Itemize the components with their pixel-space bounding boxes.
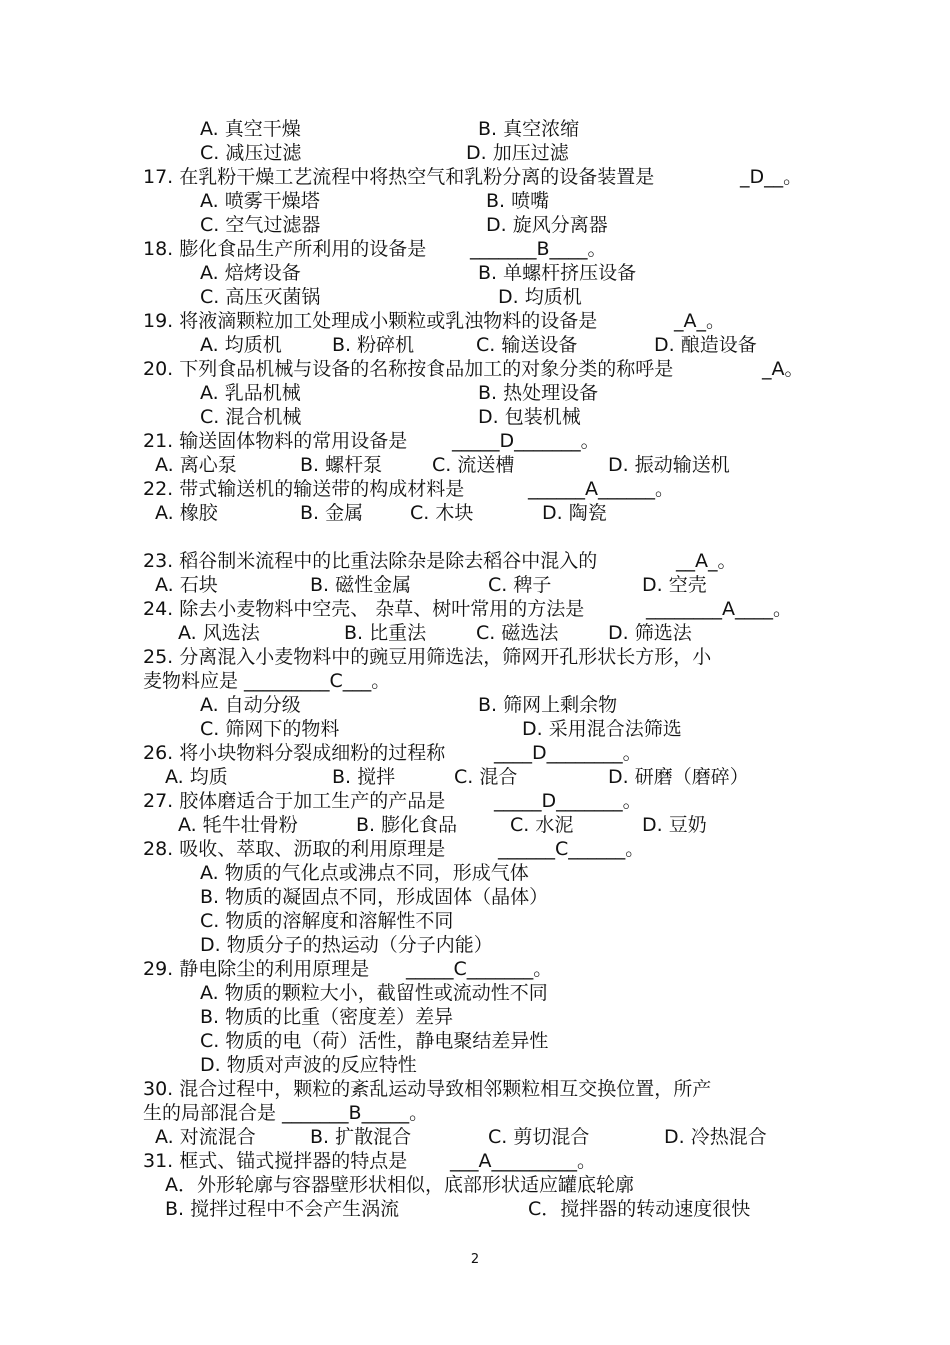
option-line: D. 豆奶 xyxy=(642,814,707,836)
option-line: A. 离心泵 xyxy=(155,454,237,476)
question-24: 24. 除去小麦物料中空壳、 杂草、树叶常用的方法是 xyxy=(143,598,585,620)
option-line: D. 冷热混合 xyxy=(664,1126,767,1148)
option-line: B. 粉碎机 xyxy=(332,334,415,356)
option-line: B. 喷嘴 xyxy=(486,190,550,212)
option-line: D. 物质对声波的反应特性 xyxy=(200,1054,417,1076)
option-line: A. 风选法 xyxy=(178,622,260,644)
option-line: A. 均质机 xyxy=(200,334,282,356)
question-19: 19. 将液滴颗粒加工处理成小颗粒或乳浊物料的设备是 xyxy=(143,310,598,332)
answer-17: _D__。 xyxy=(740,166,803,188)
question-29: 29. 静电除尘的利用原理是 xyxy=(143,958,370,980)
option-line: B. 热处理设备 xyxy=(478,382,599,404)
question-30-cont: 生的局部混合是 _______B_____。 xyxy=(143,1102,429,1124)
option-line: D. 采用混合法筛选 xyxy=(522,718,682,740)
question-22: 22. 带式输送机的输送带的构成材料是 xyxy=(143,478,465,500)
question-28: 28. 吸收、萃取、沥取的利用原理是 xyxy=(143,838,446,860)
option-line: D. 陶瓷 xyxy=(542,502,607,524)
option-line: A. 牦牛壮骨粉 xyxy=(178,814,298,836)
answer-29: _____C_______。 xyxy=(406,958,553,980)
answer-31: ___A_________。 xyxy=(450,1150,596,1172)
option-line: B. 金属 xyxy=(300,502,364,524)
option-line: B. 扩散混合 xyxy=(310,1126,412,1148)
page-number: 2 xyxy=(470,1252,480,1267)
option-line: A. 物质的颗粒大小，截留性或流动性不同 xyxy=(200,982,548,1004)
option-line: C. 物质的电（荷）活性，静电聚结差异性 xyxy=(200,1030,549,1052)
option-line: A. 对流混合 xyxy=(155,1126,256,1148)
option-line: C. 输送设备 xyxy=(476,334,578,356)
option-line: C. 稗子 xyxy=(488,574,552,596)
option-line: B. 搅拌过程中不会产生涡流 xyxy=(165,1198,400,1220)
option-line: B. 磁性金属 xyxy=(310,574,412,596)
option-line: C. 混合机械 xyxy=(200,406,302,428)
option-line: C．搅拌器的转动速度很快 xyxy=(528,1198,751,1220)
option-line: A. 橡胶 xyxy=(155,502,218,524)
option-line: C. 高压灭菌锅 xyxy=(200,286,321,308)
option-line: D. 空壳 xyxy=(642,574,707,596)
option-line: A. 石块 xyxy=(155,574,218,596)
question-23: 23. 稻谷制米流程中的比重法除杂是除去稻谷中混入的 xyxy=(143,550,598,572)
option-line: B. 膨化食品 xyxy=(356,814,458,836)
option-line: D. 物质分子的热运动（分子内能） xyxy=(200,934,493,956)
question-25: 25. 分离混入小麦物料中的豌豆用筛选法，筛网开孔形状长方形，小 xyxy=(143,646,712,668)
question-25-cont: 麦物料应是 _________C___。 xyxy=(143,670,391,692)
option-line: A. 乳品机械 xyxy=(200,382,301,404)
option-line: D. 筛选法 xyxy=(608,622,692,644)
option-line: D. 酿造设备 xyxy=(654,334,757,356)
question-30: 30. 混合过程中，颗粒的紊乱运动导致相邻颗粒相互交换位置，所产 xyxy=(143,1078,712,1100)
option-line: D. 研磨（磨碎） xyxy=(608,766,749,788)
question-21: 21. 输送固体物料的常用设备是 xyxy=(143,430,408,452)
answer-26: ____D________。 xyxy=(494,742,642,764)
option-line: C. 磁选法 xyxy=(476,622,559,644)
option-line: C. 混合 xyxy=(454,766,518,788)
question-17: 17. 在乳粉干燥工艺流程中将热空气和乳粉分离的设备装置是 xyxy=(143,166,655,188)
option-line: B. 单螺杆挤压设备 xyxy=(478,262,637,284)
option-line: A. 焙烤设备 xyxy=(200,262,301,284)
option-line: C. 筛网下的物料 xyxy=(200,718,340,740)
answer-22: ______A______。 xyxy=(528,478,674,500)
question-26: 26. 将小块物料分裂成细粉的过程称 xyxy=(143,742,446,764)
option-line: C. 木块 xyxy=(410,502,474,524)
answer-28: ______C______。 xyxy=(498,838,645,860)
answer-23: __A_。 xyxy=(676,550,737,572)
option-line: B. 搅拌 xyxy=(332,766,396,788)
option-line: D. 包装机械 xyxy=(478,406,581,428)
option-line: C. 空气过滤器 xyxy=(200,214,321,236)
option-line: D. 振动输送机 xyxy=(608,454,730,476)
option-line: A. 自动分级 xyxy=(200,694,301,716)
option-line: C. 流送槽 xyxy=(432,454,515,476)
question-31: 31. 框式、锚式搅拌器的特点是 xyxy=(143,1150,408,1172)
option-line: B. 筛网上剩余物 xyxy=(478,694,618,716)
answer-20: _A。 xyxy=(762,358,804,380)
option-line: C. 减压过滤 xyxy=(200,142,302,164)
answer-18: _______B____。 xyxy=(470,238,607,260)
question-27: 27. 胶体磨适合于加工生产的产品是 xyxy=(143,790,446,812)
answer-27: _____D_______。 xyxy=(494,790,642,812)
option-line: D. 加压过滤 xyxy=(466,142,569,164)
option-line: B. 真空浓缩 xyxy=(478,118,580,140)
option-line: A. 喷雾干燥塔 xyxy=(200,190,320,212)
option-line: D. 均质机 xyxy=(498,286,582,308)
option-line: A. 物质的气化点或沸点不同，形成气体 xyxy=(200,862,529,884)
question-18: 18. 膨化食品生产所利用的设备是 xyxy=(143,238,427,260)
answer-24: ________A____。 xyxy=(646,598,792,620)
option-line: A．外形轮廓与容器壁形状相似，底部形状适应罐底轮廓 xyxy=(165,1174,634,1196)
answer-21: _____D_______。 xyxy=(452,430,600,452)
answer-19: _A_。 xyxy=(674,310,725,332)
option-line: C. 物质的溶解度和溶解性不同 xyxy=(200,910,454,932)
option-line: D. 旋风分离器 xyxy=(486,214,608,236)
option-line: C. 剪切混合 xyxy=(488,1126,590,1148)
option-line: B. 螺杆泵 xyxy=(300,454,383,476)
option-line: A. 真空干燥 xyxy=(200,118,301,140)
option-line: C. 水泥 xyxy=(510,814,574,836)
question-20: 20. 下列食品机械与设备的名称按食品加工的对象分类的称呼是 xyxy=(143,358,674,380)
option-line: B. 物质的凝固点不同，形成固体（晶体） xyxy=(200,886,549,908)
option-line: B. 物质的比重（密度差）差异 xyxy=(200,1006,454,1028)
option-line: A. 均质 xyxy=(165,766,228,788)
option-line: B. 比重法 xyxy=(344,622,427,644)
